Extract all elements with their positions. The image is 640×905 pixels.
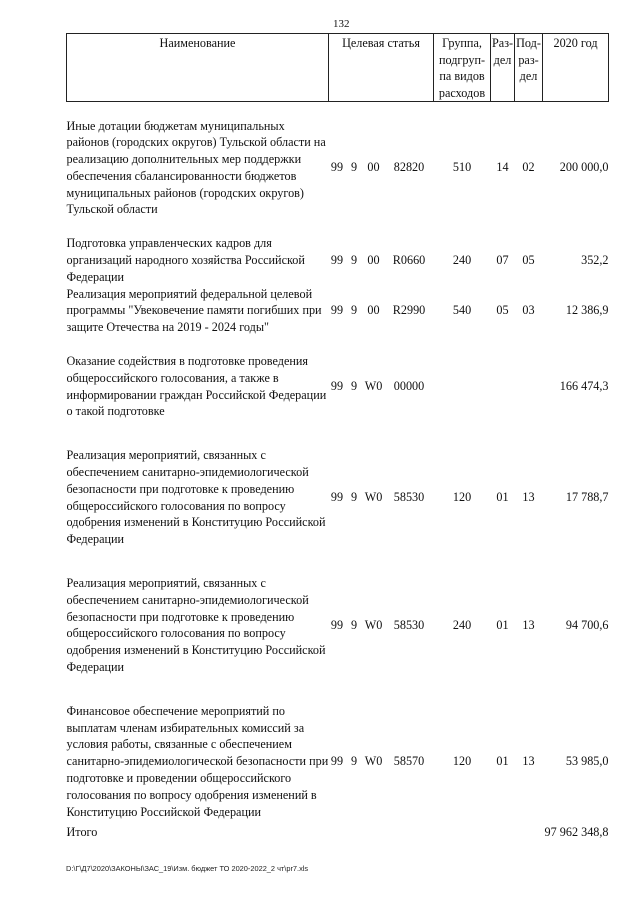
- row-group: 540: [452, 303, 472, 318]
- row-code-part: 99: [330, 490, 344, 505]
- header-subsection-line: раз-: [518, 52, 539, 67]
- row-code-part: 9: [350, 618, 358, 633]
- spacer-row: [67, 676, 609, 703]
- row-section: 01: [496, 490, 509, 505]
- row-code-part: 82820: [393, 160, 425, 175]
- row-code-part: 9: [350, 379, 358, 394]
- row-code-part: W0: [364, 490, 383, 505]
- row-amount: 17 788,7: [565, 490, 609, 505]
- table-row: [67, 447, 609, 548]
- header-group-line: Группа,: [442, 36, 482, 50]
- row-code-part: 99: [330, 160, 344, 175]
- header-group-line: расходов: [438, 85, 486, 100]
- header-year: 2020 год: [543, 34, 609, 102]
- row-group: 240: [452, 618, 472, 633]
- header-group-line: подгруп-: [438, 52, 486, 67]
- row-section: 01: [496, 618, 509, 633]
- row-code-part: 58530: [393, 490, 425, 505]
- row-code-part: W0: [364, 754, 383, 769]
- row-subsection: 13: [522, 618, 535, 633]
- table-row: [67, 575, 609, 676]
- row-code-part: 00: [367, 253, 380, 268]
- row-amount: 166 474,3: [559, 379, 609, 394]
- total-row: [67, 824, 609, 841]
- row-code-part: W0: [364, 379, 383, 394]
- header-subsection: [515, 34, 543, 102]
- header-group-line: па видов: [439, 69, 485, 83]
- spacer-row: [67, 102, 609, 118]
- table-row: [67, 353, 609, 420]
- table-row: [67, 235, 609, 285]
- row-group: 120: [452, 490, 472, 505]
- spacer-row: [67, 548, 609, 575]
- page-number: 132: [333, 18, 350, 30]
- row-name: Оказание содействия в подготовке проведения общероссийского голосования, а также в информировании граждан Российской Федерации о такой подготовке: [66, 354, 327, 419]
- row-amount: 12 386,9: [565, 303, 609, 318]
- row-subsection: 13: [522, 490, 535, 505]
- table-row: [67, 118, 609, 219]
- row-name: Подготовка управленческих кадров для организаций народного хозяйства Российской Федерации: [66, 236, 305, 284]
- row-code-part: R0660: [392, 253, 426, 268]
- row-code-part: 58570: [393, 754, 425, 769]
- row-subsection: 05: [522, 253, 535, 268]
- row-code-part: 58530: [393, 618, 425, 633]
- row-name: Реализация мероприятий, связанных с обеспечением санитарно-эпидемиологической безопасности при подготовке к проведению общероссийского голосования по вопросу одобрения изменений в Конституцию Российской Федерации: [66, 448, 326, 547]
- row-code-part: R2990: [392, 303, 426, 318]
- row-code-part: W0: [364, 618, 383, 633]
- row-amount: 53 985,0: [565, 754, 609, 769]
- row-group: 240: [452, 253, 472, 268]
- table-row: [67, 703, 609, 821]
- row-code-part: 00000: [393, 379, 425, 394]
- row-subsection: 02: [522, 160, 535, 175]
- row-section: [491, 353, 515, 420]
- row-name: Реализация мероприятий, связанных с обеспечением санитарно-эпидемиологической безопасности при подготовке к проведению общероссийского голосования по вопросу одобрения изменений в Конституцию Российской Федерации: [66, 576, 326, 675]
- header-group: [434, 34, 491, 102]
- header-subsection-line: Под-: [516, 36, 541, 50]
- row-subsection: 03: [522, 303, 535, 318]
- row-group: [434, 353, 491, 420]
- row-code-part: 9: [350, 160, 358, 175]
- row-group: 120: [452, 754, 472, 769]
- row-code-part: 99: [330, 754, 344, 769]
- header-target: Целевая статья: [329, 34, 434, 102]
- row-name: Финансовое обеспечение мероприятий по выплатам членам избирательных комиссий за условия работы, связанные с обеспечением санитарно-эпидемиологической безопасности при подготовке и проведении общероссийского голосования по вопросу одобрения изменений в Конституцию Российской Федерации: [66, 703, 329, 819]
- table-row: [67, 286, 609, 336]
- row-code-part: 9: [350, 754, 358, 769]
- spacer-row: [67, 420, 609, 447]
- row-code-part: 00: [367, 160, 380, 175]
- row-subsection: 13: [522, 754, 535, 769]
- row-section: 01: [496, 754, 509, 769]
- row-name: Иные дотации бюджетам муниципальных районов (городских округов) Тульской области на реализацию дополнительных мер поддержки обеспечения сбалансированности бюджетов муниципальных районов (городских округов) Тульской области: [66, 118, 326, 217]
- row-name: Реализация мероприятий федеральной целевой программы "Увековечение памяти погибших при защите Отечества на 2019 - 2024 годы": [66, 286, 322, 335]
- table-header-row: [67, 34, 609, 102]
- budget-table: [66, 33, 609, 841]
- header-name: Наименование: [67, 34, 329, 102]
- row-code-part: 99: [330, 253, 344, 268]
- row-amount: 200 000,0: [559, 160, 609, 175]
- total-amount: 97 962 348,8: [544, 825, 609, 840]
- row-section: 14: [496, 160, 509, 175]
- header-section: [491, 34, 515, 102]
- spacer-row: [67, 218, 609, 235]
- header-subsection-line: дел: [519, 69, 538, 83]
- row-code-part: 00: [367, 303, 380, 318]
- row-code-part: 99: [330, 303, 344, 318]
- row-code-part: 9: [350, 490, 358, 505]
- header-section-line: дел: [493, 52, 512, 67]
- row-code-part: 99: [330, 379, 344, 394]
- row-section: 07: [496, 253, 509, 268]
- row-subsection: [515, 353, 543, 420]
- header-section-line: Раз-: [492, 36, 514, 50]
- spacer-row: [67, 336, 609, 353]
- row-code-part: 9: [350, 303, 358, 318]
- total-label: Итого: [66, 825, 98, 840]
- row-code-part: 9: [350, 253, 358, 268]
- row-amount: 94 700,6: [565, 618, 609, 633]
- row-amount: 352,2: [581, 253, 609, 268]
- file-path-footer: D:\Г\Д7\2020\ЗАКОНЫ\ЗАС_19\Изм. бюджет ТО 2020-2022_2 чт\pr7.xls: [66, 864, 309, 873]
- row-group: 510: [452, 160, 472, 175]
- row-code-part: 99: [330, 618, 344, 633]
- row-section: 05: [496, 303, 509, 318]
